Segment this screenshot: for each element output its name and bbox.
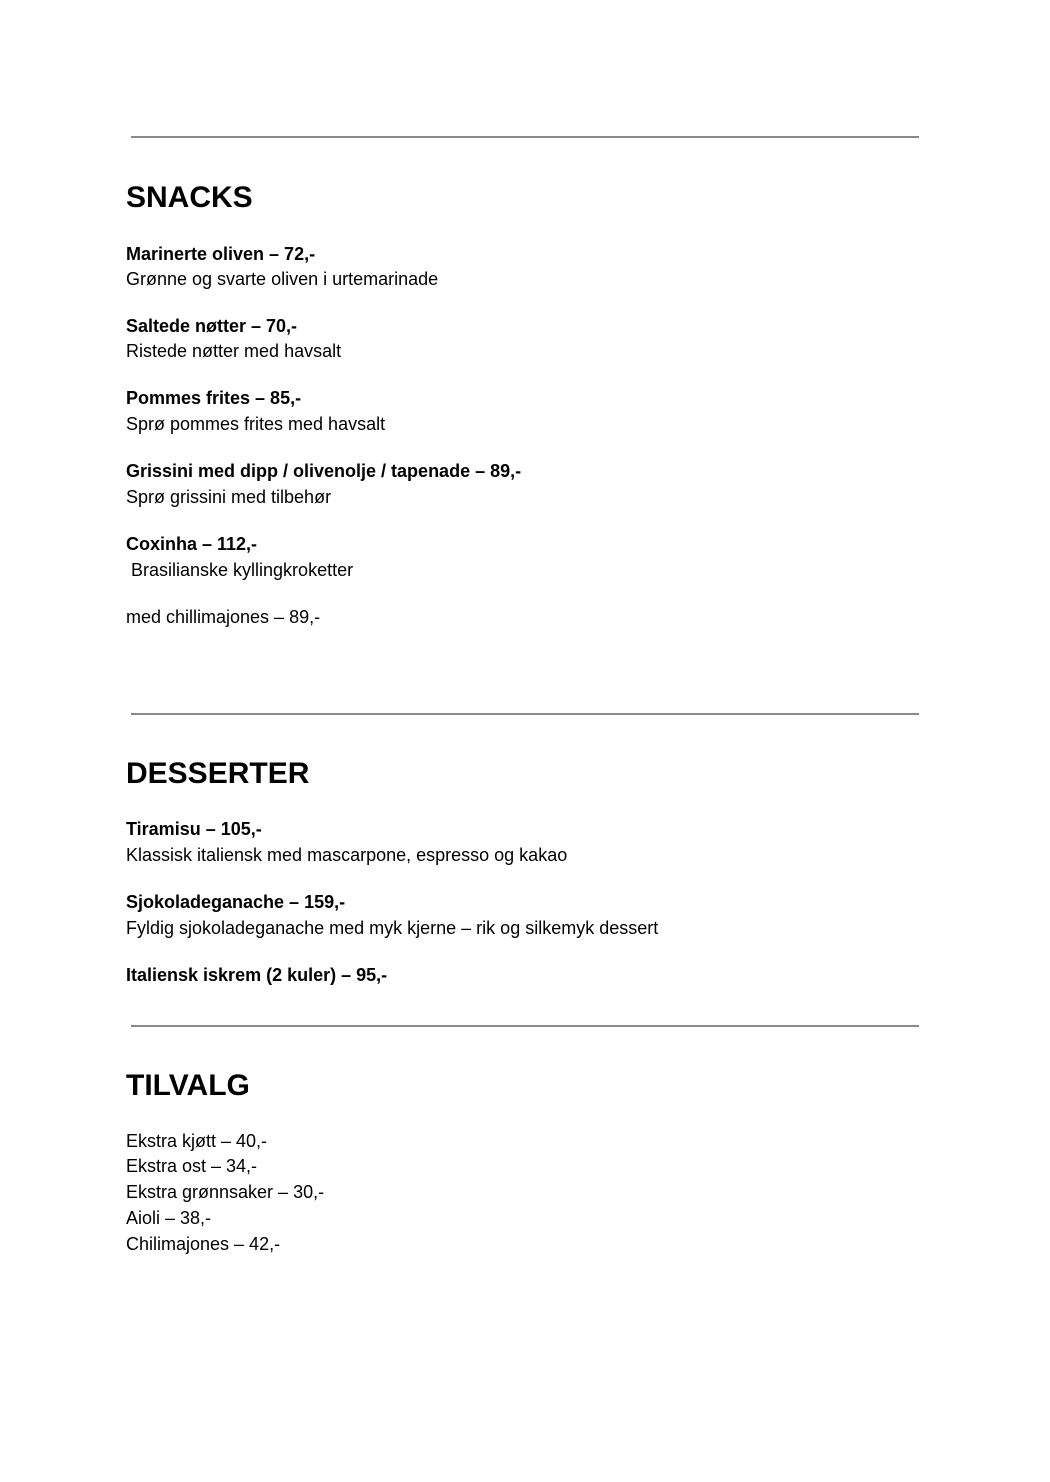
addon-item: Ekstra kjøtt – 40,-: [126, 1131, 268, 1151]
menu-item-name: Coxinha – 112,-: [126, 534, 258, 554]
section-divider: [131, 713, 919, 715]
addon-item: Ekstra ost – 34,-: [126, 1156, 258, 1176]
menu-item-name: Marinerte oliven – 72,-: [126, 244, 316, 264]
menu-item-addon: med chillimajones – 89,-: [126, 607, 321, 627]
menu-item-name: Saltede nøtter – 70,-: [126, 316, 298, 336]
addon-item: Aioli – 38,-: [126, 1208, 212, 1228]
addon-item: Chilimajones – 42,-: [126, 1234, 281, 1254]
menu-item-description: Sprø grissini med tilbehør: [126, 487, 332, 507]
menu-item-name: Italiensk iskrem (2 kuler) – 95,-: [126, 965, 388, 985]
menu-item-name: Pommes frites – 85,-: [126, 388, 302, 408]
menu-item-description: Grønne og svarte oliven i urtemarinade: [126, 269, 439, 289]
section-heading-tilvalg: TILVALG: [126, 1069, 250, 1102]
menu-item-name: Sjokoladeganache – 159,-: [126, 892, 346, 912]
menu-item-description: Sprø pommes frites med havsalt: [126, 414, 386, 434]
section-heading-desserter: DESSERTER: [126, 757, 310, 790]
menu-item-description: Fyldig sjokoladeganache med myk kjerne – rik og silkemyk dessert: [126, 918, 659, 938]
menu-item-name: Tiramisu – 105,-: [126, 819, 262, 839]
menu-item-name: Grissini med dipp / olivenolje / tapenade – 89,-: [126, 461, 522, 481]
menu-item-description: Ristede nøtter med havsalt: [126, 341, 342, 361]
section-divider: [131, 1025, 919, 1027]
section-divider-top: [131, 136, 919, 138]
menu-item-description: Brasilianske kyllingkroketter: [126, 560, 354, 580]
section-heading-snacks: SNACKS: [126, 181, 253, 214]
menu-item-description: Klassisk italiensk med mascarpone, espresso og kakao: [126, 845, 568, 865]
addon-item: Ekstra grønnsaker – 30,-: [126, 1182, 325, 1202]
